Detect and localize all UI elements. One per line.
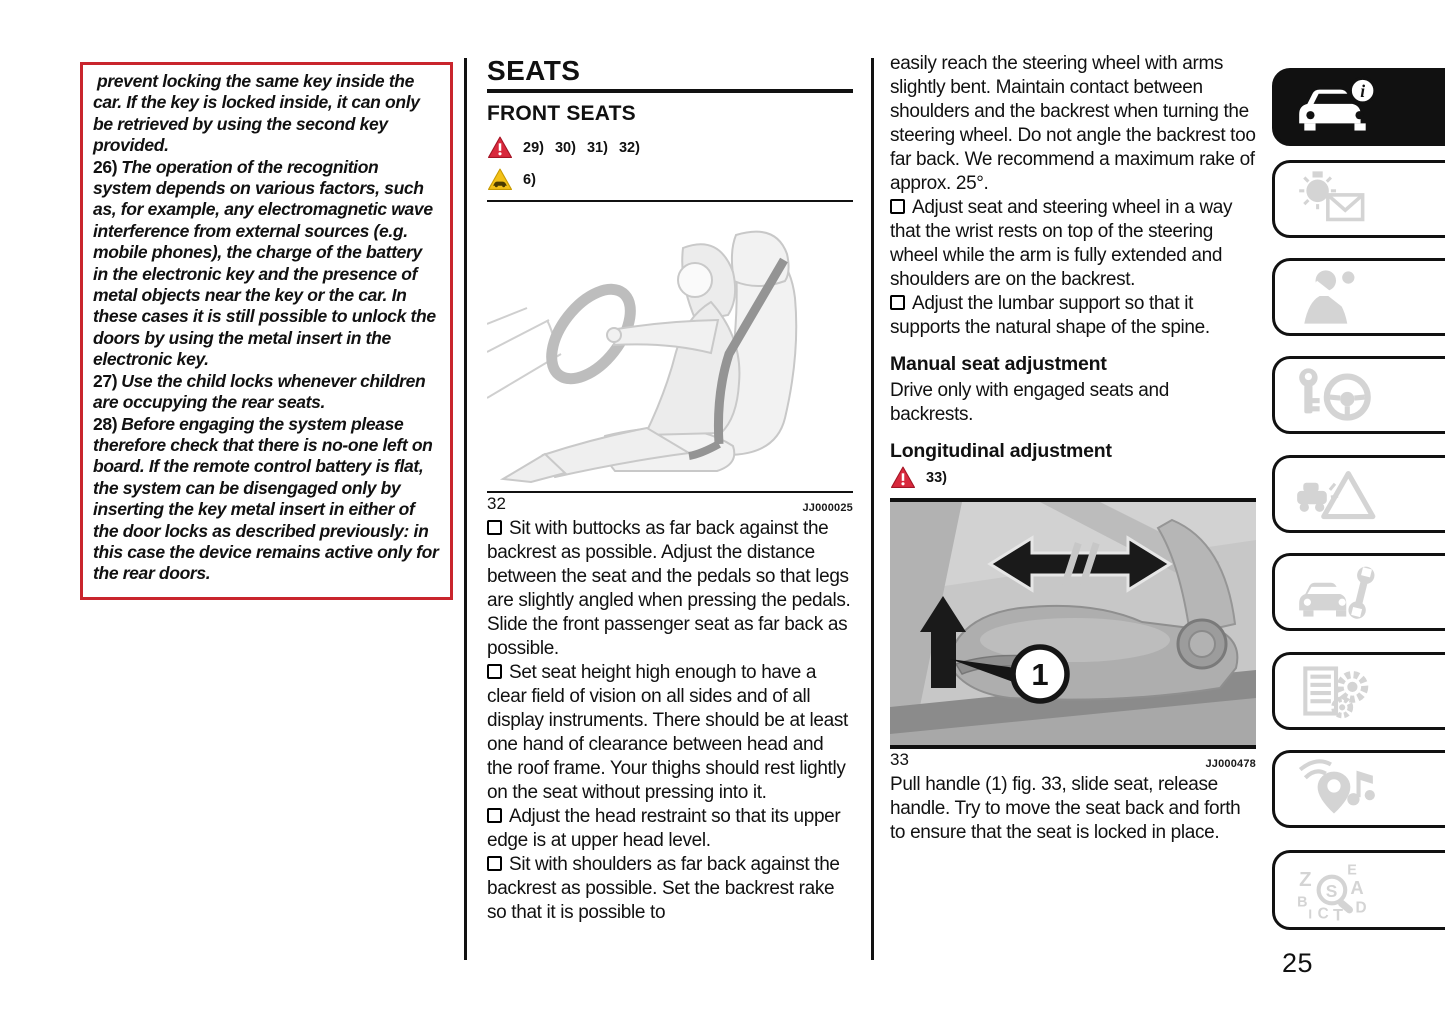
checkbox-bullet-icon [890,199,905,214]
checkbox-bullet-icon [487,520,502,535]
tab-emergency[interactable] [1272,455,1445,533]
paragraph: Pull handle (1) fig. 33, slide seat, release handle. Try to move the seat back and forth to ensure that the seat is locked in place. [890,774,1241,843]
warning-ref-number: 33) [926,469,947,486]
checkbox-bullet-icon [487,664,502,679]
figure-code: JJ000478 [1205,758,1256,770]
bullet-text: Adjust the lumbar support so that it supports the natural shape of the spine. [890,293,1210,338]
warning-reference [890,466,1256,489]
checkbox-bullet-icon [890,295,905,310]
paragraph: Drive only with engaged seats and backrests. [890,380,1169,425]
svg-text:Z: Z [1299,867,1312,891]
svg-text:E: E [1347,862,1357,879]
note-text: prevent locking the same key inside the car. If the key is locked inside, it can only be retrieved by using the second key provided. [93,71,420,156]
note-number: 26) [93,156,118,177]
svg-text:A: A [1350,877,1364,899]
warning-triangle-icon [487,136,513,159]
figure-32-caption [487,494,853,514]
safety-seatbelt-icon [1291,266,1379,328]
page-title: SEATS [487,55,581,86]
note-number: 28) [93,413,118,434]
car-wrench-icon [1291,561,1379,623]
section-title: FRONT SEATS [487,102,636,125]
bullet-paragraph [487,517,853,661]
tab-starting-driving[interactable] [1272,356,1445,434]
note-paragraph [93,71,440,157]
tab-lights-messages[interactable] [1272,160,1445,238]
tab-multimedia[interactable] [1272,750,1445,828]
bullet-paragraph [487,853,853,925]
lights-messages-icon [1291,168,1379,230]
continuation-paragraph: easily reach the steering wheel with arms slightly bent. Maintain contact between shoulders and the backrest when turning the steering wheel. Do not angle the backrest too far back. We recommend a maximum rake of approx. 25°. [890,53,1256,194]
bullet-text: Adjust the head restraint so that its upper edge is at upper head level. [487,806,841,851]
right-column [890,52,1256,845]
warning-references [487,136,853,159]
bullet-text: Sit with buttocks as far back against the backrest as possible. Adjust the distance between the seat and the pedals so that legs are slightly angled when pressing the pedals. Slide the front passenger seat as far back as possible. [487,518,851,659]
caution-triangle-icon [487,168,513,191]
note-number: 27) [93,370,118,391]
bullet-paragraph [487,661,853,805]
key-steering-icon [1291,364,1379,426]
page-number: 25 [1282,948,1314,978]
svg-text:D: D [1355,899,1367,917]
warning-triangle-icon [890,466,916,489]
warning-ref-numbers: 29) 30) 31) 32) [523,139,640,156]
figure-33-caption [890,750,1256,770]
note-box [80,62,453,600]
svg-text:T: T [1332,906,1343,922]
checkbox-bullet-icon [487,808,502,823]
note-paragraph [93,414,440,585]
note-paragraph [93,371,440,414]
note-text: The operation of the recognition system depends on various factors, such as, for example, any electromagnetic wave interference from external sources (e.g. mobile phones), the charge of the battery in the electronic key and the presence of metal objects near the key or the car. In these cases it is still possible to unlock the doors by using the metal insert in the electronic key. [93,156,436,370]
bullet-paragraph [890,196,1256,292]
tab-vehicle-info[interactable] [1272,68,1445,146]
car-info-icon [1291,76,1379,138]
figure-code: JJ000025 [802,502,853,514]
caution-ref-number: 6) [523,171,536,188]
figure-32-driver-posture [487,202,853,483]
subsection-title: Manual seat adjustment [890,353,1107,375]
index-search-icon [1291,858,1379,922]
column-divider [871,58,874,960]
tab-technical-specifications[interactable] [1272,652,1445,730]
bullet-text: Sit with shoulders as far back against the backrest as possible. Set the backrest rake so that it is possible to [487,854,840,923]
bullet-text: Set seat height high enough to have a clear field of vision on all sides and of all display instruments. There should be at least one hand of clearance between head and the roof frame. Your thighs should rest lightly on the seat without pressing into it. [487,662,848,803]
bullet-text: Adjust seat and steering wheel in a way that the wrist rests on top of the steering wheel while the arm is fully extended and shoulders are on the backrest. [890,197,1233,290]
middle-column [487,56,853,925]
bullet-paragraph [890,292,1256,340]
subsection-title: Longitudinal adjustment [890,440,1112,462]
caution-reference [487,168,853,191]
tab-servicing[interactable] [1272,553,1445,631]
svg-text:C: C [1317,905,1329,922]
note-paragraph [93,157,440,371]
column-divider [464,58,467,960]
tab-index[interactable] [1272,850,1445,930]
multimedia-nav-icon [1291,758,1379,820]
title-rule [487,89,853,93]
figure-number: 33 [890,750,909,769]
emergency-triangle-icon [1291,463,1379,525]
figure-33-seat-adjustment [890,498,1256,749]
figure-callout-number: 1 [1031,657,1049,692]
svg-text:B: B [1297,894,1308,911]
svg-text:I: I [1308,906,1313,922]
checkbox-bullet-icon [487,856,502,871]
note-text: Before engaging the system please therefore check that there is no-one left on board. If the remote control battery is flat, the system can be disengaged only by inserting the key metal insert in either of the door locks as described previously: in this case the device remains active only for the rear doors. [93,413,439,584]
bullet-paragraph [487,805,853,853]
tab-safety[interactable] [1272,258,1445,336]
svg-text:S: S [1325,881,1338,902]
figure-bottom-rule [487,491,853,493]
svg-text:i: i [1360,81,1366,101]
note-text: Use the child locks whenever children are occupying the rear seats. [93,370,426,413]
figure-number: 32 [487,494,506,513]
specs-gears-icon [1291,660,1379,722]
